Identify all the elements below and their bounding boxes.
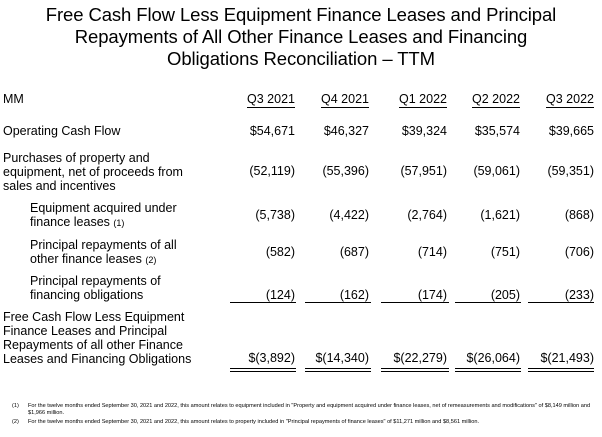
cell-value: (751) [490, 245, 520, 259]
cell-value: (162) [339, 288, 369, 302]
cell-value: (868) [564, 208, 594, 222]
column-header-q4-2021: Q4 2021 [321, 92, 369, 106]
cell-value: (687) [339, 245, 369, 259]
cell-value: (205) [490, 288, 520, 302]
cell-value: (52,119) [249, 164, 295, 178]
cell-value: (2,764) [407, 208, 447, 222]
cell-value: (55,396) [322, 164, 369, 178]
row-label: Free Cash Flow Less Equipment Finance Leases and Principal Repayments of all other Finance Leases and Financing Obligations [3, 310, 192, 366]
cell-value: $54,671 [249, 124, 295, 138]
cell-value: $(3,892) [248, 351, 295, 365]
column-header-q3-2021: Q3 2021 [247, 92, 295, 106]
total-double-rule [528, 368, 594, 372]
title-line-3: Obligations Reconciliation – TTM [167, 48, 435, 69]
footnote-text: For the twelve months ended September 30, 2021 and 2022, this amount relates to property included in "Principal repayments of finance leases" of $11,271 million and $8,561 million. [28, 418, 480, 425]
subtotal-rule [455, 302, 521, 303]
row-label: Operating Cash Flow [3, 124, 121, 138]
cell-value: $(26,064) [466, 351, 520, 365]
footnote-text: For the twelve months ended September 30, 2021 and 2022, this amount relates to equipment included in "Property and equipment acquired under finance leases, net of remeasurements and modifications" of $8,149 million and $1,966 million. [28, 403, 591, 417]
cell-value: $46,327 [323, 124, 369, 138]
cell-value: (714) [417, 245, 447, 259]
total-double-rule [230, 368, 296, 372]
column-header-q1-2022: Q1 2022 [399, 92, 447, 106]
unit-label: MM [3, 92, 24, 106]
total-double-rule [455, 368, 521, 372]
footnote-2 [12, 419, 592, 426]
cell-value: (5,738) [255, 208, 295, 222]
cell-value: (233) [564, 288, 594, 302]
subtotal-rule [528, 302, 594, 303]
cell-value: $35,574 [474, 124, 520, 138]
cell-value: (174) [417, 288, 447, 302]
subtotal-rule [305, 302, 371, 303]
row-label: Equipment acquired under finance leases (1) [30, 201, 177, 229]
cell-value: $39,665 [548, 124, 594, 138]
cell-value: $39,324 [401, 124, 447, 138]
title-line-2: Repayments of All Other Finance Leases and Financing [74, 26, 528, 47]
footnote-number: (1) [12, 403, 19, 409]
subtotal-rule [381, 302, 449, 303]
cell-value: (4,422) [329, 208, 369, 222]
column-header-q3-2022: Q3 2022 [546, 92, 594, 106]
cell-value: (706) [564, 245, 594, 259]
footnote-ref: (1) [113, 218, 125, 228]
footnote-number: (2) [12, 418, 19, 425]
title-line-1: Free Cash Flow Less Equipment Finance Leases and Principal [45, 4, 557, 25]
cell-value: $(22,279) [393, 351, 447, 365]
cell-value: (59,061) [473, 164, 520, 178]
cell-value: (124) [265, 288, 295, 302]
cell-value: $(14,340) [315, 351, 369, 365]
cell-value: (59,351) [547, 164, 594, 178]
subtotal-rule [230, 302, 296, 303]
total-double-rule [305, 368, 371, 372]
cell-value: $(21,493) [540, 351, 594, 365]
total-double-rule [381, 368, 449, 372]
footnote-ref: (2) [145, 255, 157, 265]
row-label: Purchases of property and equipment, net of proceeds from sales and incentives [3, 151, 183, 193]
footnotes [12, 403, 592, 427]
cell-value: (1,621) [480, 208, 520, 222]
footnote-1 [12, 403, 592, 418]
column-header-q2-2022: Q2 2022 [472, 92, 520, 106]
row-label: Principal repayments of financing obligations [30, 274, 161, 302]
page-title [0, 4, 602, 70]
row-label: Principal repayments of all other finance leases (2) [30, 238, 177, 266]
table-header [0, 92, 602, 112]
cell-value: (57,951) [400, 164, 447, 178]
cell-value: (582) [265, 245, 295, 259]
